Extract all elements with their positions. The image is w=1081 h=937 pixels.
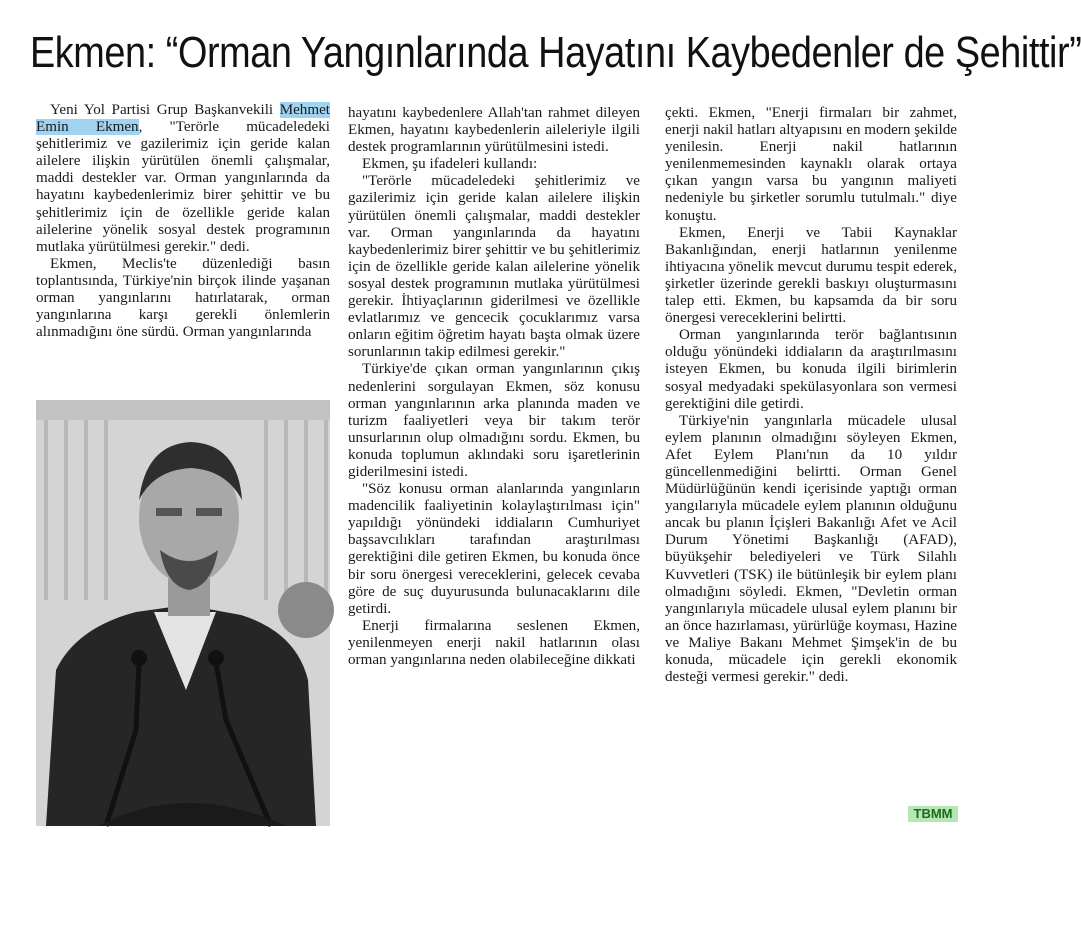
paragraph: Orman yangınlarında terör bağlantısının olduğu yönündeki iddiaların da araştırılmasını isteyen Ekmen, bu konuda ilgili birimlerin sosyal medyadaki spekülasyonlara son vermesi gerektiğini dile getirdi. — [665, 327, 957, 412]
paragraph: çekti. Ekmen, "Enerji firmaları bir zahmet, enerji nakil hatları altyapısını en modern şekilde yenilesin. Enerji nakil hatlarının yenilenmemesinden kaynaklı olarak ortaya çıkan yangın varsa bu yangının maliyeti nedeniyle bu şirketler sorumlu tutulmalı." diye konuştu. — [665, 105, 957, 224]
paragraph: Türkiye'nin yangınlarla mücadele ulusal eylem planının olmadığını söyleyen Ekmen, Afet Eylem Planı'nın da 10 yıldır güncellenmediğini belirtti. Orman Genel Müdürlüğünün kendi içerisinde yaptığı orman yangılarıyla mücadele eylem planının olduğunu ancak bu planın İçişleri Bakanlığı Afet ve Acil Durum Yönetimi Başkanlığı (AFAD), büyükşehir belediyeleri ve Türk Silahlı Kuvvetleri (TSK) ile bütünleşik bir eylem planı olmadığını söyledi. Ekmen, "Devletin orman yangınlarıyla mücadele ulusal eylem planını bir an önce hazırlaması, yürürlüğe koyması, Hazine ve Maliye Bakanı Mehmet Şimşek'in de bu konuda, mücadele için gerekli ekonomik desteği vermesi gerekir." dedi. — [665, 412, 957, 686]
paragraph: Enerji firmalarına seslenen Ekmen, yenilenmeyen enerji nakil hatlarının olası orman yangınlarına neden olabileceğine dikkati — [348, 617, 640, 668]
highlighted-name: Mehmet Emin Ekmen — [36, 102, 330, 136]
paragraph: "Terörle mücadeledeki şehitlerimiz ve gazilerimiz için geride kalan ailelere ilişkin yürütülen önemli çalışmalar, maddi destekler var. Orman yangınlarında da hayatını kaybedenlerimiz birer şehittir ve bu şehitlerimiz için de özellikle geride kalan ailelerine yönelik sosyal destek programının mutlaka yürütülmesi gerekir. İhtiyaçlarının giderilmesi ve özellikle evlatlarımız ve gencecik çocuklarımız varsa onların eğitim öğretim hayatı başta olmak üzere sorunlarının takip edilmesi gerekir." — [348, 173, 640, 361]
text: Yeni Yol Partisi Grup Başkanvekili — [50, 102, 280, 118]
article-column-3 — [665, 105, 957, 686]
paragraph: hayatını kaybedenlere Allah'tan rahmet dileyen Ekmen, hayatını kaybedenlerin aileleriyle ilgili destek programlarının yürütülmesini istedi. — [348, 105, 640, 156]
article-column-2 — [348, 105, 640, 669]
portrait-photo — [36, 400, 330, 826]
article-column-1 — [36, 102, 330, 341]
paragraph: Ekmen, Meclis'te düzenlediği basın toplantısında, Türkiye'nin birçok ilinde yaşanan orman yangınlarını hatırlatarak, orman yangınlarına karşı gerekli önlemlerin alınmadığını öne sürdü. Orman yangınlarında — [36, 255, 330, 341]
paragraph: Türkiye'de çıkan orman yangınlarının çıkış nedenlerini sorgulayan Ekmen, söz konusu orman yangınlarının arka planında maden ve turizm faaliyetleri veya bir takım terör unsurlarının olup olmadığını sordu. Ekmen, bu konuda toplumun aklındaki soru işaretlerinin giderilmesini istedi. — [348, 361, 640, 480]
source-badge: TBMM — [908, 806, 958, 822]
text: , "Terörle mücadeledeki şehitlerimiz ve gazilerimiz için geride kalan ailelere ilişkin yürütülen önemli çalışmalar, maddi destekler var. Orman yangınlarında da hayatını kaybedenlerimiz birer şehittir ve bu şehitlerimiz için de özellikle geride kalan ailelerine yönelik sosyal destek programının mutlaka yürütülmesi gerekir." dedi. — [36, 119, 330, 255]
article-headline: Ekmen: “Orman Yangınlarında Hayatını Kaybedenler de Şehittir” — [30, 28, 1081, 77]
paragraph — [36, 102, 330, 256]
paragraph: Ekmen, Enerji ve Tabii Kaynaklar Bakanlığından, enerji hatlarının yenilenme ihtiyacına yönelik mevcut durumu tespit ederek, şirketler üzerinde gerekli baskıyı oluşturmasını talep etti. Ekmen, bu kapsamda da bir soru önergesi vereceklerini belirtti. — [665, 224, 957, 327]
paragraph: Ekmen, şu ifadeleri kullandı: — [362, 156, 538, 173]
paragraph: "Söz konusu orman alanlarında yangınların madencilik faaliyetinin kolaylaştırılması için" yapıldığı yönündeki iddiaların Cumhuriyet başsavcılıkları tarafından araştırılması gerektiğini dile getiren Ekmen, bu konuda önce bir soru önergesi vereceklerini, gelecek cevaba göre de suç duyurusunda bulunacaklarını dile getirdi. — [348, 481, 640, 617]
article-photo — [36, 400, 330, 826]
